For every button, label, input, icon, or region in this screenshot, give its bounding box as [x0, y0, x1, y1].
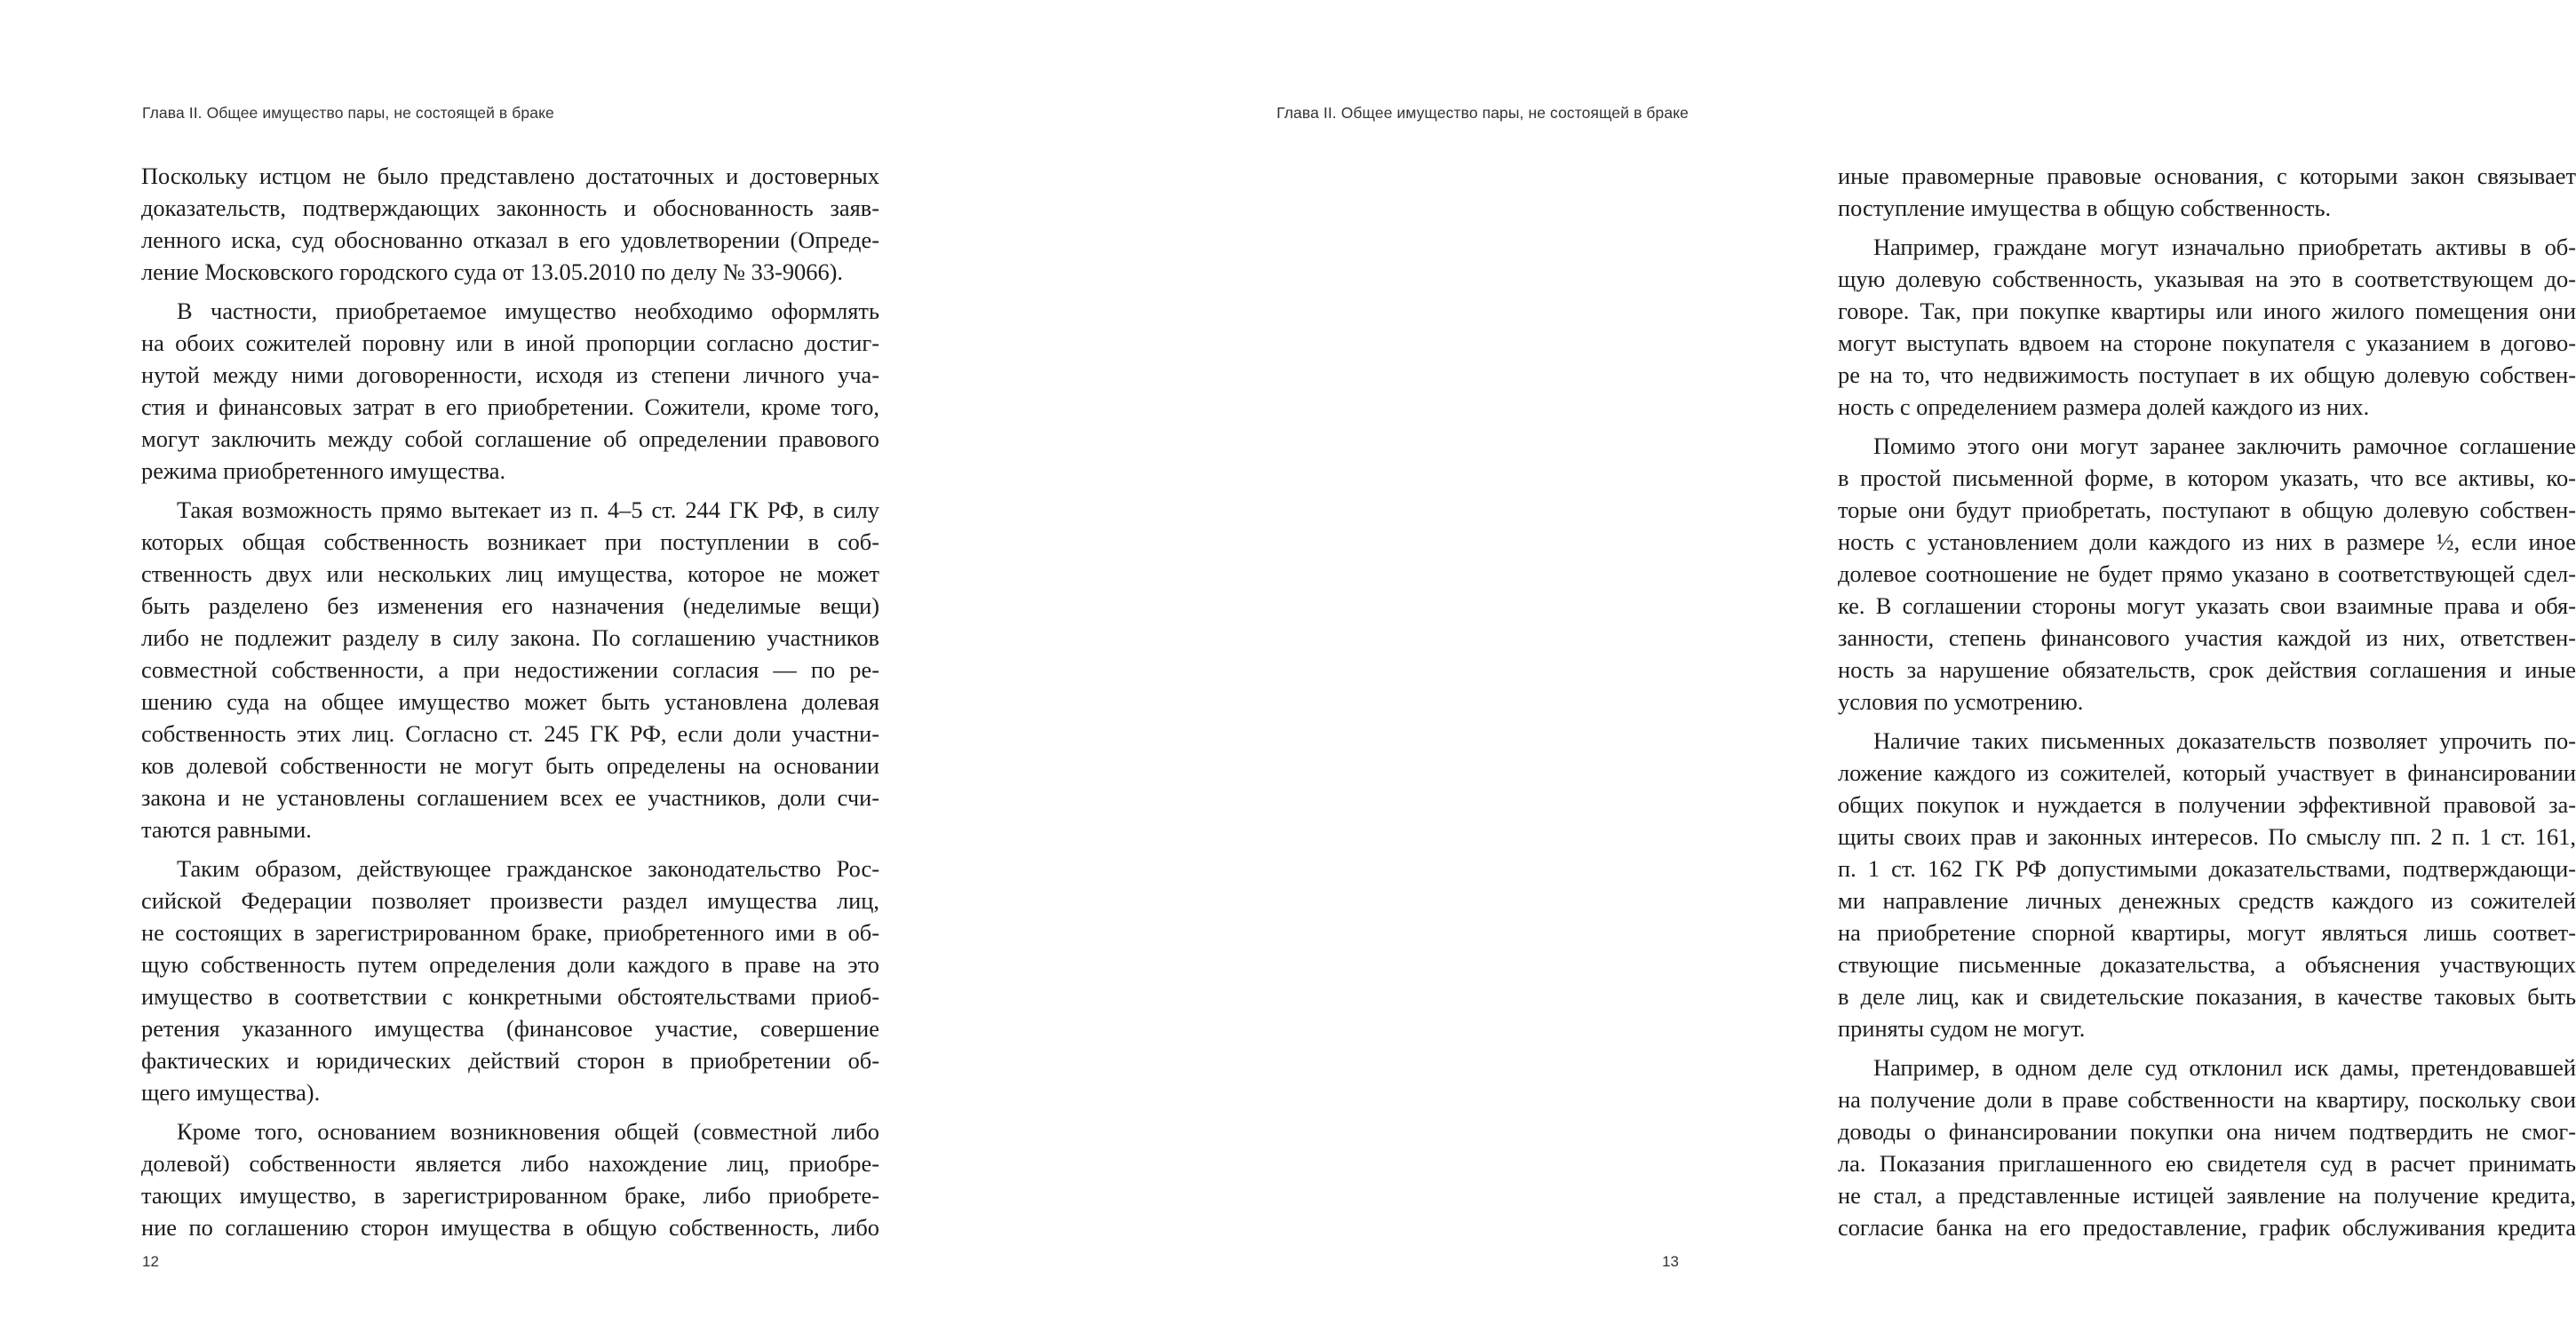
right-body-text	[1838, 160, 2576, 1243]
text-line: доводы о финансировании покупки она ничем подтвердить не смог-	[1838, 1118, 2576, 1145]
page-number-right: 13	[1662, 1253, 1679, 1270]
left-page	[0, 0, 888, 1325]
text-line: на получение доли в праве собственности на квартиру, поскольку свои	[1838, 1086, 2576, 1113]
text-line: на обоих сожителей поровну или в иной пропорции согласно достиг-	[141, 329, 879, 356]
text-line: ственность двух или нескольких лиц имущества, которое не может	[141, 560, 879, 587]
text-line: условия по усмотрению.	[1838, 688, 2084, 715]
right-page	[888, 0, 2576, 1325]
text-line: ность за нарушение обязательств, срок действия соглашения и иные	[1838, 656, 2576, 683]
text-line: ми направление личных денежных средств каждого из сожителей	[1838, 887, 2576, 914]
text-line: п. 1 ст. 162 ГК РФ допустимыми доказательствами, подтверждающи-	[1838, 855, 2576, 882]
text-line: ление Московского городского суда от 13.05.2010 по делу № 33-9066).	[141, 258, 844, 285]
text-line: ке. В соглашении стороны могут указать свои взаимные права и обя-	[1838, 592, 2576, 619]
text-line: либо не подлежит разделу в силу закона. По соглашению участников	[141, 624, 879, 651]
text-line: сийской Федерации позволяет произвести раздел имущества лиц,	[141, 887, 879, 914]
text-line: щую собственность путем определения доли каждого в праве на это	[141, 951, 879, 978]
text-line: ность с установлением доли каждого из них в размере ½, если иное	[1838, 528, 2576, 555]
running-head-left: Глава II. Общее имущество пары, не состоящей в браке	[142, 104, 554, 122]
text-line: не стал, а представленные истицей заявление на получение кредита,	[1838, 1182, 2576, 1209]
text-line: ков долевой собственности не могут быть определены на основании	[141, 752, 879, 779]
text-line: ретения указанного имущества (финансовое участие, совершение	[141, 1015, 879, 1042]
text-line: режима приобретенного имущества.	[141, 457, 506, 484]
text-line: ре на то, что недвижимость поступает в их общую долевую собствен-	[1838, 361, 2576, 388]
text-line: Например, граждане могут изначально приобретать активы в об-	[1873, 234, 2576, 260]
text-line: шению суда на общее имущество может быть установлена долевая	[141, 688, 879, 715]
text-line: ность с определением размера долей каждого из них.	[1838, 393, 2370, 420]
text-line: Кроме того, основанием возникновения общей (совместной либо	[177, 1118, 879, 1145]
text-line: ствующие письменные доказательства, а объяснения участвующих	[1838, 951, 2576, 978]
text-line: В частности, приобретаемое имущество необходимо оформлять	[177, 298, 879, 324]
text-line: в деле лиц, как и свидетельские показания, в качестве таковых быть	[1838, 983, 2576, 1010]
text-line: поступление имущества в общую собственность.	[1838, 194, 2332, 221]
text-line: доказательств, подтверждающих законность и обоснованность заяв-	[141, 194, 879, 221]
text-line: тающих имущество, в зарегистрированном браке, либо приобрете-	[141, 1182, 879, 1209]
text-line: иные правомерные правовые основания, с которыми закон связывает	[1838, 163, 2576, 189]
text-line: закона и не установлены соглашением всех ее участников, доли счи-	[141, 784, 879, 811]
text-line: не состоящих в зарегистрированном браке, приобретенного ими в об-	[141, 919, 879, 946]
text-line: щую долевую собственность, указывая на это в соответствующем до-	[1838, 266, 2576, 292]
text-line: в простой письменной форме, в котором указать, что все активы, ко-	[1838, 464, 2576, 491]
text-line: ложение каждого из сожителей, который участвует в финансировании	[1838, 759, 2576, 786]
text-line: Наличие таких письменных доказательств позволяет упрочить по-	[1873, 727, 2576, 754]
text-line: Например, в одном деле суд отклонил иск дамы, претендовавшей	[1873, 1054, 2576, 1081]
text-line: совместной собственности, а при недостижении согласия — по ре-	[141, 656, 879, 683]
text-line: ла. Показания приглашенного ею свидетеля суд в расчет принимать	[1838, 1150, 2576, 1177]
text-line: имущество в соответствии с конкретными обстоятельствами приоб-	[141, 983, 879, 1010]
page-number-left: 12	[142, 1253, 159, 1270]
text-line: быть разделено без изменения его назначения (неделимые вещи)	[141, 592, 879, 619]
left-body-text	[141, 160, 879, 1243]
text-line: Помимо этого они могут заранее заключить рамочное соглашение	[1873, 432, 2576, 459]
text-line: общих покупок и нуждается в получении эффективной правовой за-	[1838, 791, 2576, 818]
text-line: долевое соотношение не будет прямо указано в соответствующей сдел-	[1838, 560, 2576, 587]
running-head-right: Глава II. Общее имущество пары, не состоящей в браке	[1276, 104, 1689, 122]
text-line: которых общая собственность возникает при поступлении в соб-	[141, 528, 879, 555]
text-line: занности, степень финансового участия каждой из них, ответствен-	[1838, 624, 2576, 651]
text-line: щего имущества).	[141, 1079, 321, 1106]
text-line: могут заключить между собой соглашение об определении правового	[141, 425, 879, 452]
text-line: долевой) собственности является либо нахождение лиц, приобре-	[141, 1150, 879, 1177]
text-line: нутой между ними договоренности, исходя из степени личного уча-	[141, 361, 879, 388]
text-line: щиты своих прав и законных интересов. По смыслу пп. 2 п. 1 ст. 161,	[1838, 823, 2576, 850]
text-line: согласие банка на его предоставление, график обслуживания кредита	[1838, 1214, 2576, 1241]
text-line: говоре. Так, при покупке квартиры или иного жилого помещения они	[1838, 298, 2576, 324]
text-line: собственность этих лиц. Согласно ст. 245 ГК РФ, если доли участни-	[141, 720, 879, 747]
text-line: могут выступать вдвоем на стороне покупателя с указанием в догово-	[1838, 329, 2576, 356]
text-line: Такая возможность прямо вытекает из п. 4–5 ст. 244 ГК РФ, в силу	[177, 496, 879, 523]
text-line: ние по соглашению сторон имущества в общую собственность, либо	[141, 1214, 879, 1241]
text-line: ленного иска, суд обоснованно отказал в его удовлетворении (Опреде-	[141, 226, 879, 253]
text-line: фактических и юридических действий сторон в приобретении об-	[141, 1047, 879, 1074]
text-line: на приобретение спорной квартиры, могут являться лишь соответ-	[1838, 919, 2576, 946]
text-line: Поскольку истцом не было представлено достаточных и достоверных	[141, 163, 879, 189]
text-line: таются равными.	[141, 816, 312, 843]
text-line: торые они будут приобретать, поступают в общую долевую собствен-	[1838, 496, 2576, 523]
text-line: Таким образом, действующее гражданское законодательство Рос-	[177, 855, 879, 882]
text-line: приняты судом не могут.	[1838, 1015, 2086, 1042]
text-line: стия и финансовых затрат в его приобретении. Сожители, кроме того,	[141, 393, 879, 420]
